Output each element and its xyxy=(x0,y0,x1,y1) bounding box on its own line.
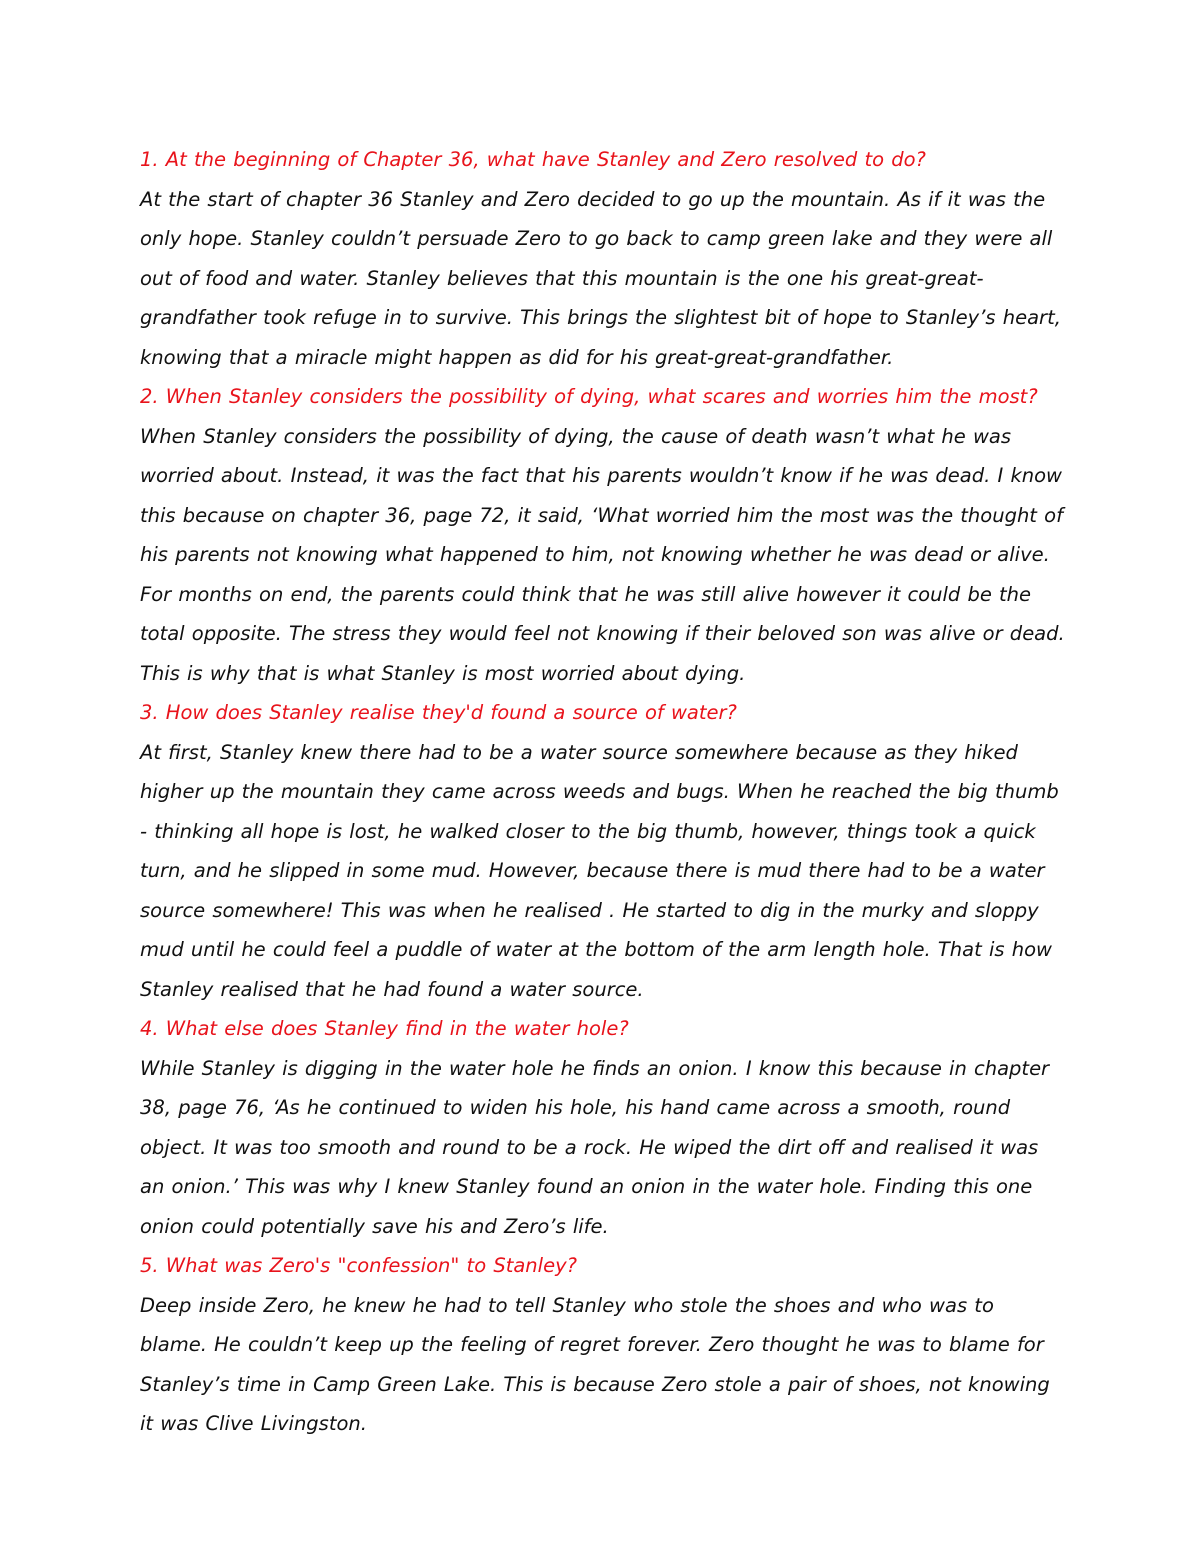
question-1: 1. At the beginning of Chapter 36, what have Stanley and Zero resolved to do? xyxy=(140,148,926,171)
answer-4: While Stanley is digging in the water hole he finds an onion. I know this because in chapter 38, page 76, ‘As he continued to widen his hole, his hand came across a smooth, round object. It was too smooth and round to be a rock. He wiped the dirt off and realised it was an onion.’ This was why I knew Stanley found an onion in the water hole. Finding this one onion could potentially save his and Zero’s life. xyxy=(140,1056,1050,1238)
qa-item-1 xyxy=(140,140,1065,377)
answer-5: Deep inside Zero, he knew he had to tell Stanley who stole the shoes and who was to blame. He couldn’t keep up the feeling of regret forever. Zero thought he was to blame for Stanley’s time in Camp Green Lake. This is because Zero stole a pair of shoes, not knowing it was Clive Livingston. xyxy=(140,1293,1050,1435)
question-5: 5. What was Zero's "confession" to Stanley? xyxy=(140,1254,577,1277)
qa-item-3 xyxy=(140,693,1065,1009)
document-page xyxy=(140,140,1065,1444)
qa-item-4 xyxy=(140,1009,1065,1246)
question-4: 4. What else does Stanley find in the water hole? xyxy=(140,1017,629,1040)
qa-item-5 xyxy=(140,1246,1065,1444)
question-3: 3. How does Stanley realise they'd found a source of water? xyxy=(140,701,737,724)
question-2: 2. When Stanley considers the possibility of dying, what scares and worries him the most? xyxy=(140,385,1038,408)
qa-item-2 xyxy=(140,377,1065,693)
answer-2: When Stanley considers the possibility of dying, the cause of death wasn’t what he was worried about. Instead, it was the fact that his parents wouldn’t know if he was dead. I know this because on chapter 36, page 72, it said, ‘What worried him the most was the thought of his parents not knowing what happened to him, not knowing whether he was dead or alive. For months on end, the parents could think that he was still alive however it could be the total opposite. The stress they would feel not knowing if their beloved son was alive or dead. This is why that is what Stanley is most worried about dying. xyxy=(140,424,1065,685)
answer-1: At the start of chapter 36 Stanley and Zero decided to go up the mountain. As if it was the only hope. Stanley couldn’t persuade Zero to go back to camp green lake and they were all out of food and water. Stanley believes that this mountain is the one his great-great-grandfather took refuge in to survive. This brings the slightest bit of hope to Stanley’s heart, knowing that a miracle might happen as did for his great-great-grandfather. xyxy=(140,187,1061,369)
answer-3: At first, Stanley knew there had to be a water source somewhere because as they hiked higher up the mountain they came across weeds and bugs. When he reached the big thumb - thinking all hope is lost, he walked closer to the big thumb, however, things took a quick turn, and he slipped in some mud. However, because there is mud there had to be a water source somewhere! This was when he realised . He started to dig in the murky and sloppy mud until he could feel a puddle of water at the bottom of the arm length hole. That is how Stanley realised that he had found a water source. xyxy=(140,740,1059,1001)
